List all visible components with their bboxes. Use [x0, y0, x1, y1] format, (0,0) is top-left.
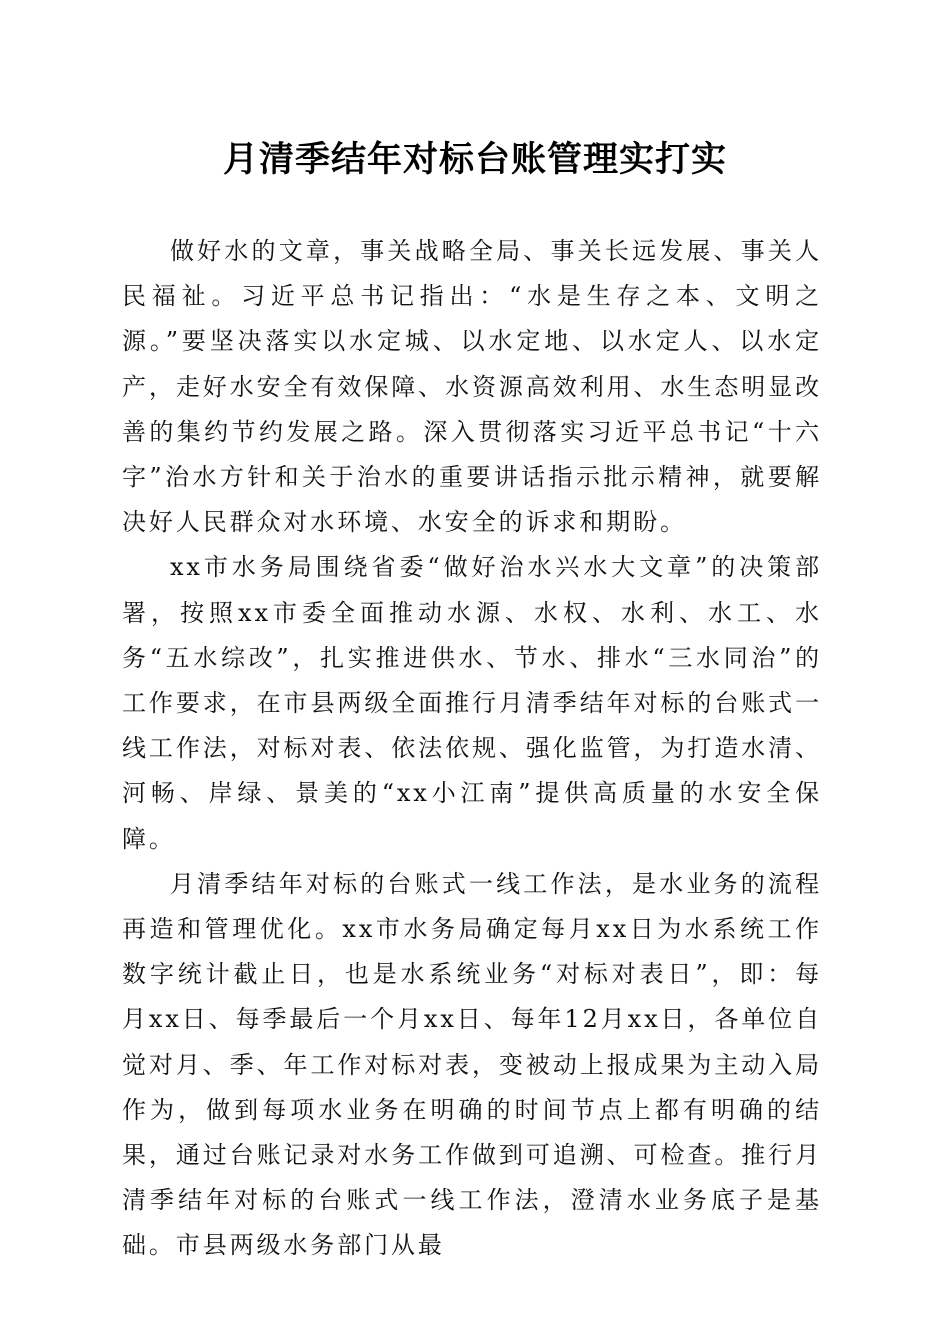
document-title: 月清季结年对标台账管理实打实: [222, 139, 727, 180]
document-body: [122, 229, 822, 1269]
paragraph-1: 做好水的文章，事关战略全局、事关长远发展、事关人民福祉。习近平总书记指出：“水是生存之本、文明之源。”要坚决落实以水定城、以水定地、以水定人、以水定产，走好水安全有效保障、水资源高效利用、水生态明显改善的集约节约发展之路。深入贯彻落实习近平总书记“十六字”治水方针和关于治水的重要讲话指示批示精神，就要解决好人民群众对水环境、水安全的诉求和期盼。: [122, 237, 822, 537]
paragraph-3: 月清季结年对标的台账式一线工作法，是水业务的流程再造和管理优化。xx市水务局确定每月xx日为水系统工作数字统计截止日，也是水系统业务“对标对表日”，即：每月xx日、每季最后一个月xx日、每年12月xx日，各单位自觉对月、季、年工作对标对表，变被动上报成果为主动入局作为，做到每项水业务在明确的时间节点上都有明确的结果，通过台账记录对水务工作做到可追溯、可检查。推行月清季结年对标的台账式一线工作法，澄清水业务底子是基础。市县两级水务部门从最: [122, 869, 822, 1260]
paragraph-2: xx市水务局围绕省委“做好治水兴水大文章”的决策部署，按照xx市委全面推动水源、水权、水利、水工、水务“五水综改”，扎实推进供水、节水、排水“三水同治”的工作要求，在市县两级全面推行月清季结年对标的台账式一线工作法，对标对表、依法依规、强化监管，为打造水清、河畅、岸绿、景美的“xx小江南”提供高质量的水安全保障。: [122, 553, 822, 853]
